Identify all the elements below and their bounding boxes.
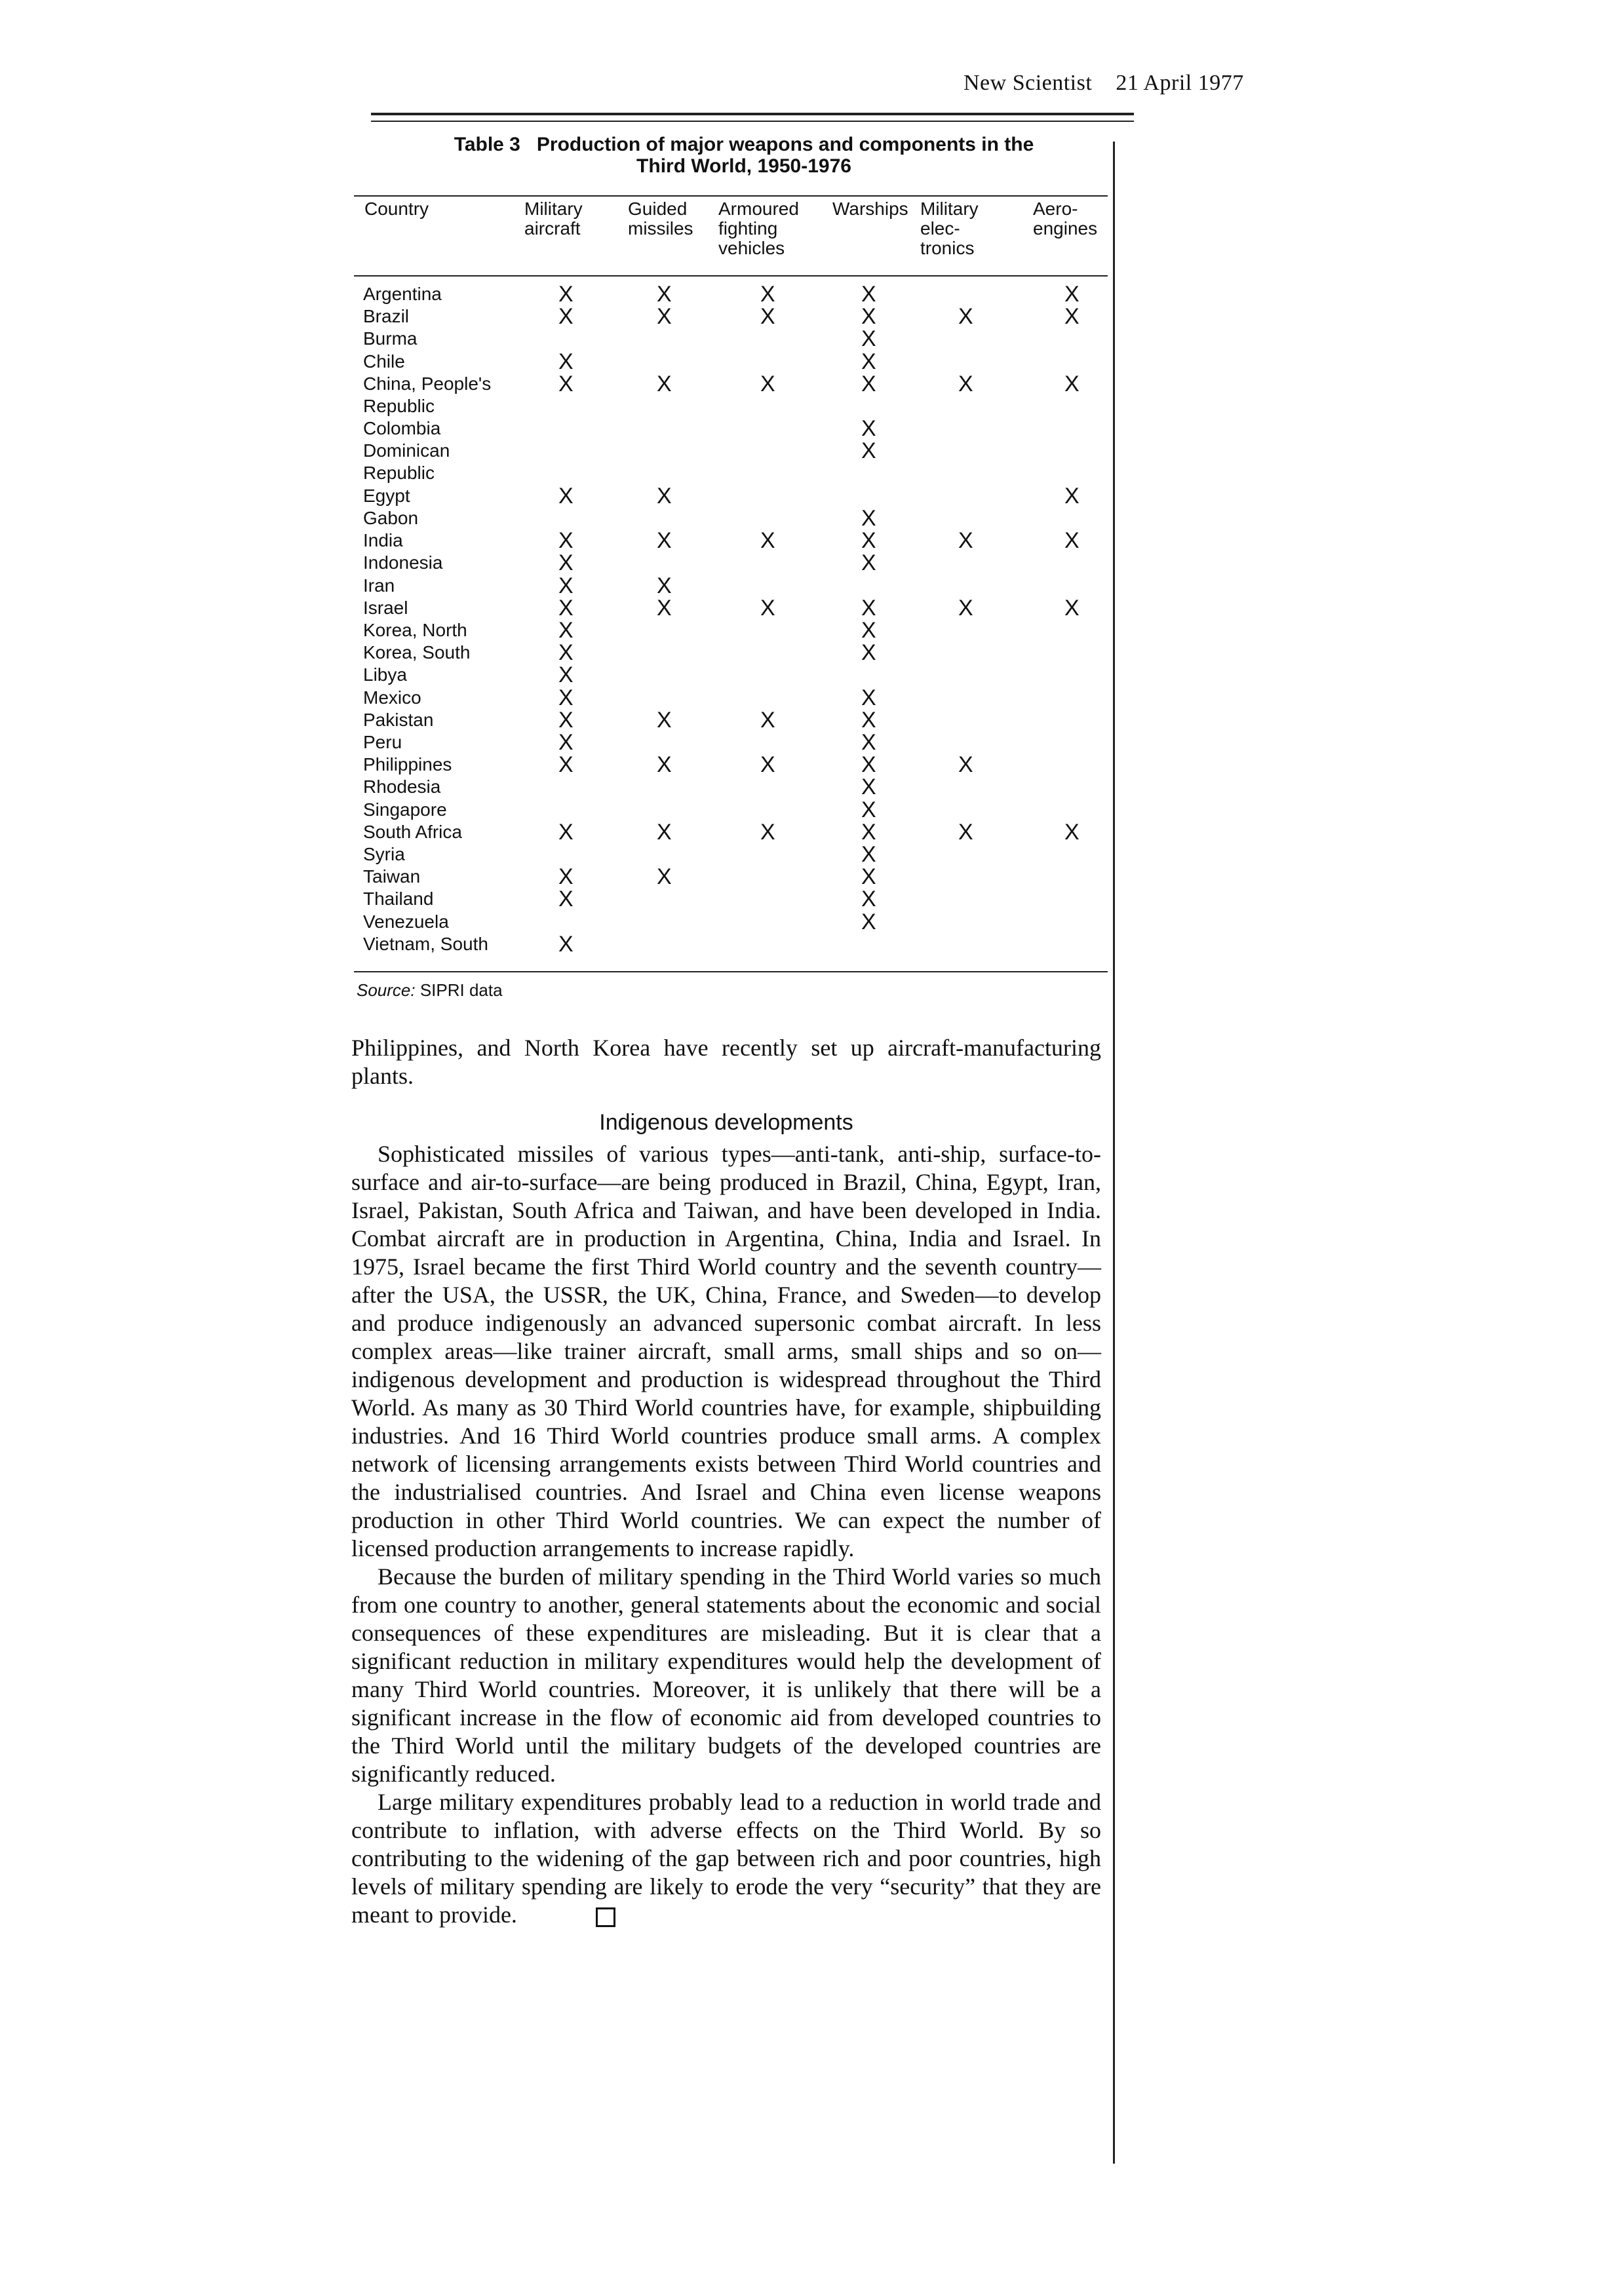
table-row-country: India	[363, 530, 403, 551]
table-cell-mark: X	[958, 528, 973, 554]
table-row-country: Chile	[363, 351, 405, 372]
table-cell-mark: X	[1064, 282, 1080, 307]
table-row-country: Burma	[363, 328, 418, 349]
table-cell-mark: X	[558, 528, 574, 554]
table-row-country: China, People's Republic	[363, 373, 492, 416]
lead-paragraph: Philippines, and North Korea have recently set up aircraft-manufacturing plants.	[351, 1035, 1101, 1089]
table-cell-mark: X	[760, 819, 775, 845]
table-cell-mark: X	[760, 707, 775, 733]
table-cell-mark: X	[657, 573, 672, 598]
table-cell-mark: X	[1064, 595, 1080, 621]
column-header-military-electronics: Military elec- tronics	[920, 199, 979, 258]
table-row-country: Pakistan	[363, 709, 434, 730]
table-cell-mark: X	[861, 438, 876, 464]
table-cell-mark: X	[861, 775, 876, 800]
table-cell-mark: X	[861, 752, 876, 778]
table-caption	[367, 134, 1121, 177]
table-cell-mark: X	[958, 752, 973, 778]
table-row-country: Thailand	[363, 889, 434, 909]
table-cell-mark: X	[760, 371, 775, 396]
table-cell-mark: X	[558, 304, 574, 330]
table-row-country: Venezuela	[363, 911, 449, 932]
table-cell-mark: X	[861, 797, 876, 822]
column-header-guided-missiles: Guided missiles	[628, 199, 693, 239]
source-label: Source:	[357, 980, 416, 1000]
table-cell-mark: X	[958, 595, 973, 621]
table-cell-mark: X	[558, 550, 574, 576]
table-cell-mark: X	[657, 752, 672, 778]
table-cell-mark: X	[558, 618, 574, 643]
table-cell-mark: X	[861, 349, 876, 374]
table-cell-mark: X	[657, 595, 672, 621]
table-cell-mark: X	[657, 819, 672, 845]
section-heading: Indigenous developments	[599, 1110, 853, 1135]
table-row-country: Peru	[363, 732, 402, 752]
table-cell-mark: X	[760, 752, 775, 778]
table-cell-mark: X	[558, 640, 574, 666]
table-cell-mark: X	[861, 842, 876, 867]
table-row-country: Rhodesia	[363, 776, 441, 797]
table-row-country: Taiwan	[363, 866, 421, 887]
table-row-country: Korea, North	[363, 620, 467, 640]
table-rule-head	[354, 275, 1108, 277]
table-cell-mark: X	[1064, 304, 1080, 330]
table-row-country: Philippines	[363, 754, 452, 775]
table-cell-mark: X	[558, 931, 574, 957]
table-row-country: Dominican Republic	[363, 440, 450, 484]
table-cell-mark: X	[558, 662, 574, 688]
table-cell-mark: X	[558, 349, 574, 374]
table-cell-mark: X	[760, 595, 775, 621]
article-lead	[351, 1034, 1101, 1090]
source-text: SIPRI data	[419, 980, 503, 1000]
table-cell-mark: X	[558, 707, 574, 733]
table-cell-mark: X	[1064, 483, 1080, 508]
table-cell-mark: X	[861, 550, 876, 576]
table-cell-mark: X	[861, 864, 876, 890]
table-row-country: Indonesia	[363, 552, 443, 573]
column-header-country: Country	[364, 199, 429, 219]
table-cell-mark: X	[1064, 819, 1080, 845]
column-header-military-aircraft: Military aircraft	[524, 199, 583, 239]
table-cell-mark: X	[958, 304, 973, 330]
table-rule-bottom	[354, 971, 1108, 972]
table-cell-mark: X	[861, 909, 876, 934]
table-cell-mark: X	[558, 371, 574, 396]
table-cell-mark: X	[657, 528, 672, 554]
table-title-line2: Third World, 1950-1976	[636, 155, 851, 177]
table-cell-mark: X	[760, 528, 775, 554]
table-cell-mark: X	[958, 371, 973, 396]
paragraph-2: Because the burden of military spending in the Third World varies so much from one country to another, general statements about the economic and social consequences of these expenditures are misleading. But it is clear that a significant reduction in military expenditures would help the development of many Third World countries. Moreover, it is unlikely that there will be a significant increase in the flow of economic aid from developed countries to the Third World until the military budgets of the developed countries are significantly reduced.	[351, 1563, 1101, 1787]
table-cell-mark: X	[861, 730, 876, 755]
table-cell-mark: X	[657, 371, 672, 396]
table-label: Table 3	[454, 134, 520, 155]
table-cell-mark: X	[861, 506, 876, 531]
column-header-aero-engines: Aero- engines	[1033, 199, 1098, 239]
column-header-armoured-vehicles: Armoured fighting vehicles	[718, 199, 799, 258]
table-cell-mark: X	[861, 282, 876, 307]
page-header	[963, 71, 1317, 96]
table-cell-mark: X	[861, 819, 876, 845]
article-body	[351, 1140, 1101, 1929]
table-cell-mark: X	[861, 416, 876, 442]
table-cell-mark: X	[657, 864, 672, 890]
table-cell-mark: X	[657, 483, 672, 508]
table-cell-mark: X	[558, 864, 574, 890]
table-cell-mark: X	[861, 595, 876, 621]
header-rule	[371, 113, 1134, 115]
table-cell-mark: X	[760, 304, 775, 330]
table-row-country: Syria	[363, 844, 405, 864]
table-cell-mark: X	[861, 371, 876, 396]
table-row-country: Iran	[363, 575, 395, 596]
table-cell-mark: X	[958, 819, 973, 845]
table-title-line1: Production of major weapons and components in the	[536, 134, 1034, 155]
paragraph-3	[351, 1788, 1101, 1929]
table-cell-mark: X	[861, 528, 876, 554]
table-cell-mark: X	[558, 819, 574, 845]
column-rule	[1113, 142, 1115, 2164]
table-row-country: Israel	[363, 597, 408, 618]
table-cell-mark: X	[1064, 528, 1080, 554]
table-row-country: Mexico	[363, 687, 421, 708]
end-mark-icon	[596, 1907, 615, 1927]
paragraph-1: Sophisticated missiles of various types—anti-tank, anti-ship, surface-to-surface and air-to-surface—are being produced in Brazil, China, Egypt, Iran, Israel, Pakistan, South Africa and Taiwan, and have been developed in India. Combat aircraft are in production in Argentina, China, India and Israel. In 1975, Israel became the first Third World country and the seventh country—after the USA, the USSR, the UK, China, France, and Sweden—to develop and produce indigenously an advanced supersonic combat aircraft. In less complex areas—like trainer aircraft, small arms, small ships and so on—indigenous development and production is widespread throughout the Third World. As many as 30 Third World countries have, for example, shipbuilding industries. And 16 Third World countries produce small arms. A complex network of licensing arrangements exists between Third World countries and the industrialised countries. And Israel and China even license weapons production in other Third World countries. We can expect the number of licensed production arrangements to increase rapidly.	[351, 1141, 1101, 1561]
table-rule-top	[354, 195, 1108, 197]
table-cell-mark: X	[760, 282, 775, 307]
table-cell-mark: X	[861, 618, 876, 643]
table-cell-mark: X	[657, 304, 672, 330]
table-cell-mark: X	[558, 730, 574, 755]
column-header-warships: Warships	[832, 199, 908, 219]
table-cell-mark: X	[861, 685, 876, 710]
table-row-country: Gabon	[363, 508, 419, 528]
table-row-country: Singapore	[363, 799, 447, 820]
table-cell-mark: X	[657, 282, 672, 307]
table-cell-mark: X	[558, 573, 574, 598]
table-cell-mark: X	[558, 887, 574, 912]
table-cell-mark: X	[1064, 371, 1080, 396]
table-row-country: Vietnam, South	[363, 933, 488, 954]
table-row-country: Egypt	[363, 485, 410, 506]
table-source	[357, 980, 503, 1001]
table-row-country: Korea, South	[363, 642, 471, 663]
table-row-country: Colombia	[363, 418, 441, 439]
table-row-country: Libya	[363, 664, 407, 685]
table-row-country: South Africa	[363, 821, 462, 842]
table-cell-mark: X	[861, 304, 876, 330]
table-cell-mark: X	[861, 887, 876, 912]
table-cell-mark: X	[558, 685, 574, 710]
table-row-country: Argentina	[363, 284, 442, 304]
table-cell-mark: X	[861, 326, 876, 352]
table-cell-mark: X	[558, 752, 574, 778]
table-cell-mark: X	[558, 595, 574, 621]
paragraph-3-text: Large military expenditures probably lead to a reduction in world trade and contribute to inflation, with adverse effects on the Third World. By so contributing to the widening of the gap between rich and poor countries, high levels of military spending are likely to erode the very “security” that they are meant to provide.	[351, 1789, 1101, 1928]
table-cell-mark: X	[558, 282, 574, 307]
publication-date: 21 April 1977	[1116, 71, 1244, 95]
table-row-country: Brazil	[363, 306, 410, 327]
publication-name: New Scientist	[963, 71, 1093, 95]
table-cell-mark: X	[861, 707, 876, 733]
table-cell-mark: X	[558, 483, 574, 508]
table-cell-mark: X	[657, 707, 672, 733]
table-cell-mark: X	[861, 640, 876, 666]
header-rule-thin	[371, 121, 1134, 122]
